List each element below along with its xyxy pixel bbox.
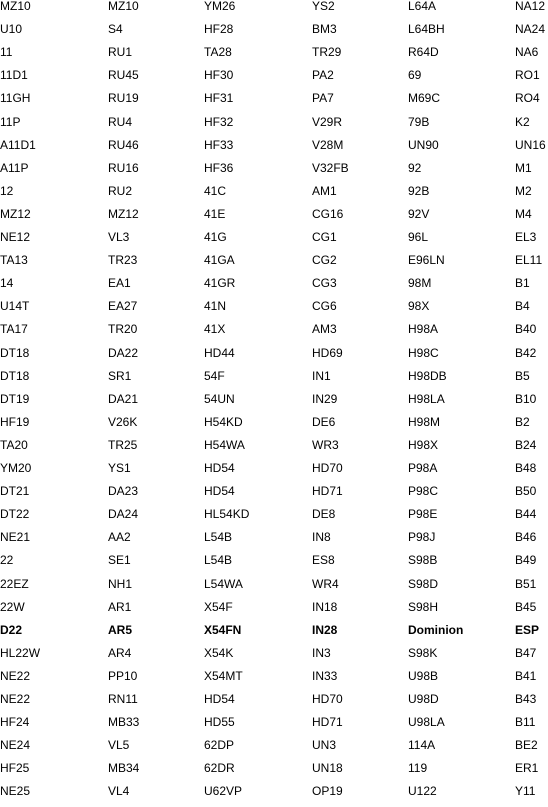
grid-cell: B43: [515, 692, 537, 706]
grid-cell: L64BH: [408, 22, 445, 37]
grid-cell: B24: [515, 437, 537, 452]
grid-cell: 41N: [204, 299, 227, 314]
grid-cell: 14: [0, 276, 14, 291]
grid-cell: 79B: [408, 114, 430, 129]
grid-cell: X54K: [204, 645, 234, 660]
grid-cell: AR1: [108, 599, 132, 614]
grid-cell: DT19: [0, 391, 30, 406]
grid-cell: H98DB: [408, 368, 447, 383]
grid-cell: DE6: [312, 414, 336, 429]
grid-cell: CG16: [312, 206, 344, 221]
grid-cell: NE12: [0, 230, 31, 244]
grid-cell: 11GH: [0, 91, 31, 106]
grid-cell: 22EZ: [0, 576, 29, 591]
grid-cell: NA12: [515, 0, 546, 13]
grid-cell: TR25: [108, 437, 138, 452]
grid-cell: HD44: [204, 345, 235, 360]
grid-cell: CG1: [312, 230, 337, 244]
grid-cell: P98C: [408, 484, 439, 499]
grid-cell: P98A: [408, 461, 438, 475]
grid-cell: TA13: [0, 253, 28, 268]
grid-cell: HD54: [204, 484, 235, 499]
grid-cell: U122: [408, 784, 437, 799]
grid-cell: L54WA: [204, 576, 243, 591]
grid-cell: CG2: [312, 253, 337, 268]
grid-cell: HD69: [312, 345, 343, 360]
grid-cell: 41X: [204, 322, 226, 337]
grid-cell: TR23: [108, 253, 138, 268]
grid-cell: HD54: [204, 692, 235, 706]
grid-cell: AM3: [312, 322, 337, 337]
grid-cell: M2: [515, 183, 532, 198]
grid-cell: V28M: [312, 137, 344, 152]
grid-cell: HD70: [312, 461, 343, 475]
grid-cell: UN18: [312, 761, 343, 776]
grid-cell: A11D1: [0, 137, 36, 152]
grid-cell: X54F: [204, 599, 233, 614]
grid-cell: DA22: [108, 345, 139, 360]
grid-cell: TA20: [0, 437, 28, 452]
grid-cell: P98E: [408, 507, 438, 522]
grid-cell: HF25: [0, 761, 30, 776]
grid-cell: H98A: [408, 322, 439, 337]
grid-cell: V29R: [312, 114, 343, 129]
grid-cell: M69C: [408, 91, 441, 106]
grid-cell: B40: [515, 322, 537, 337]
grid-cell: NE22: [0, 668, 31, 683]
grid-cell: TA17: [0, 322, 28, 337]
grid-cell: TR29: [312, 45, 342, 60]
grid-cell: E96LN: [408, 253, 445, 268]
grid-cell: S4: [108, 22, 123, 37]
grid-cell: UN90: [408, 137, 439, 152]
grid-cell: YM20: [0, 461, 32, 475]
grid-cell: 41GA: [204, 253, 235, 268]
grid-cell: NH1: [108, 576, 133, 591]
grid-cell: V32FB: [312, 160, 349, 175]
grid-cell: M4: [515, 206, 532, 221]
grid-cell: RU4: [108, 114, 133, 129]
grid-cell: DT22: [0, 507, 30, 522]
grid-cell: 62DP: [204, 738, 235, 753]
grid-cell: S98B: [408, 553, 438, 568]
grid-cell: YM26: [204, 0, 236, 13]
grid-cell: HF24: [0, 715, 30, 730]
grid-cell: IN28: [312, 622, 338, 637]
grid-cell: L54B: [204, 530, 233, 545]
grid-cell: YS2: [312, 0, 335, 13]
grid-cell: PA7: [312, 91, 334, 106]
grid-cell: IN29: [312, 391, 338, 406]
grid-cell: U14T: [0, 299, 30, 314]
grid-cell: WR3: [312, 437, 339, 452]
grid-cell: HD55: [204, 715, 235, 730]
grid-cell: UN3: [312, 738, 337, 753]
grid-cell: RU45: [108, 68, 139, 83]
grid-cell: IN18: [312, 599, 338, 614]
grid-cell: U10: [0, 22, 23, 37]
grid-cell: ER1: [515, 761, 539, 776]
grid-cell: K2: [515, 114, 530, 129]
grid-cell: OP19: [312, 784, 343, 799]
grid-cell: YS1: [108, 461, 131, 475]
grid-cell: 92B: [408, 183, 430, 198]
grid-cell: B1: [515, 276, 530, 291]
grid-cell: 41C: [204, 183, 227, 198]
grid-cell: B48: [515, 461, 537, 475]
grid-cell: B10: [515, 391, 537, 406]
grid-cell: NE22: [0, 692, 31, 706]
grid-cell: H98X: [408, 437, 439, 452]
grid-cell: NE24: [0, 738, 31, 753]
grid-cell: AR4: [108, 645, 132, 660]
grid-cell: 69: [408, 68, 422, 83]
grid-cell: NA6: [515, 45, 539, 60]
grid-cell: NE25: [0, 784, 31, 799]
grid-cell: MZ12: [108, 206, 139, 221]
grid-cell: L64A: [408, 0, 437, 13]
grid-cell: HF30: [204, 68, 234, 83]
grid-cell: B45: [515, 599, 537, 614]
grid-cell: 98X: [408, 299, 430, 314]
grid-cell: 96L: [408, 230, 429, 244]
grid-cell: IN33: [312, 668, 338, 683]
grid-cell: PA2: [312, 68, 334, 83]
grid-cell: VL4: [108, 784, 130, 799]
grid-cell: SE1: [108, 553, 131, 568]
grid-cell: H98M: [408, 414, 441, 429]
grid-cell: EL11: [515, 253, 543, 268]
grid-cell: RU19: [108, 91, 139, 106]
grid-cell: 22: [0, 553, 14, 568]
grid-cell: SR1: [108, 368, 132, 383]
grid-cell: VL3: [108, 230, 130, 244]
grid-cell: 11: [0, 45, 13, 60]
grid-cell: RU46: [108, 137, 139, 152]
grid-cell: MB34: [108, 761, 140, 776]
grid-cell: HL22W: [0, 645, 41, 660]
grid-cell: AM1: [312, 183, 337, 198]
grid-cell: HF31: [204, 91, 234, 106]
grid-cell: X54FN: [204, 622, 242, 637]
grid-cell: ESP: [515, 622, 540, 637]
grid-cell: L54B: [204, 553, 233, 568]
grid-cell: HF33: [204, 137, 234, 152]
grid-cell: B51: [515, 576, 537, 591]
grid-cell: DA24: [108, 507, 139, 522]
grid-cell: HF19: [0, 414, 30, 429]
grid-cell: MZ10: [0, 0, 31, 13]
grid-cell: Dominion: [408, 622, 464, 637]
grid-cell: 92V: [408, 206, 430, 221]
grid-cell: 12: [0, 183, 14, 198]
grid-cell: U98D: [408, 692, 439, 706]
grid-cell: HL54KD: [204, 507, 250, 522]
grid-cell: 119: [408, 761, 428, 776]
grid-cell: U98LA: [408, 715, 445, 730]
grid-cell: H98C: [408, 345, 439, 360]
grid-cell: B11: [515, 715, 536, 730]
grid-cell: B50: [515, 484, 537, 499]
grid-cell: DA23: [108, 484, 139, 499]
grid-cell: EL3: [515, 230, 537, 244]
grid-cell: IN3: [312, 645, 331, 660]
grid-cell: H98LA: [408, 391, 445, 406]
grid-cell: IN8: [312, 530, 331, 545]
grid-cell: 41GR: [204, 276, 236, 291]
grid-cell: EA27: [108, 299, 138, 314]
grid-cell: R64D: [408, 45, 439, 60]
grid-cell: A11P: [0, 160, 29, 175]
grid-cell: U62VP: [204, 784, 243, 799]
grid-cell: B4: [515, 299, 530, 314]
grid-cell: DT21: [0, 484, 30, 499]
grid-cell: 11P: [0, 114, 21, 129]
grid-cell: S98D: [408, 576, 439, 591]
grid-cell: MB33: [108, 715, 140, 730]
grid-cell: H54KD: [204, 414, 243, 429]
grid-cell: BE2: [515, 738, 538, 753]
grid-cell: HD54: [204, 461, 235, 475]
grid-cell: HD71: [312, 484, 343, 499]
grid-cell: HD70: [312, 692, 343, 706]
grid-cell: U98B: [408, 668, 439, 683]
grid-cell: D22: [0, 622, 23, 637]
grid-cell: B44: [515, 507, 537, 522]
grid-cell: P98J: [408, 530, 436, 545]
grid-cell: PP10: [108, 668, 138, 683]
grid-cell: CG6: [312, 299, 337, 314]
grid-cell: 114A: [408, 738, 436, 753]
grid-cell: EA1: [108, 276, 131, 291]
grid-cell: RU16: [108, 160, 139, 175]
grid-cell: B5: [515, 368, 530, 383]
grid-cell: DA21: [108, 391, 139, 406]
grid-cell: HF32: [204, 114, 234, 129]
grid-cell: 11D1: [0, 68, 28, 83]
grid-cell: VL5: [108, 738, 130, 753]
grid-cell: NA24: [515, 22, 546, 37]
grid-cell: B49: [515, 553, 537, 568]
grid-cell: RU2: [108, 183, 133, 198]
grid-cell: UN16: [515, 137, 546, 152]
grid-cell: RN11: [108, 692, 138, 706]
grid-cell: 92: [408, 160, 422, 175]
grid-cell: HD71: [312, 715, 343, 730]
grid-cell: AR5: [108, 622, 133, 637]
grid-cell: DT18: [0, 368, 30, 383]
grid-cell: RO1: [515, 68, 540, 83]
grid-cell: TA28: [204, 45, 232, 60]
grid-cell: X54MT: [204, 668, 243, 683]
grid-cell: 54F: [204, 368, 225, 383]
grid-cell: RO4: [515, 91, 540, 106]
grid-cell: S98K: [408, 645, 438, 660]
grid-cell: 98M: [408, 276, 432, 291]
grid-cell: H54WA: [204, 437, 245, 452]
grid-cell: Y11: [515, 784, 536, 799]
grid-cell: 41G: [204, 230, 227, 244]
grid-cell: B47: [515, 645, 537, 660]
grid-cell: ES8: [312, 553, 335, 568]
grid-cell: V26K: [108, 414, 138, 429]
grid-cell: RU1: [108, 45, 133, 60]
grid-cell: B2: [515, 414, 530, 429]
grid-cell: IN1: [312, 368, 331, 383]
grid-cell: AA2: [108, 530, 131, 545]
grid-cell: HF28: [204, 22, 234, 37]
grid-cell: B41: [515, 668, 537, 683]
grid-cell: 54UN: [204, 391, 235, 406]
grid-cell: WR4: [312, 576, 339, 591]
grid-cell: MZ10: [108, 0, 139, 13]
grid-cell: 41E: [204, 206, 226, 221]
grid-cell: BM3: [312, 22, 337, 37]
grid-cell: M1: [515, 160, 532, 175]
grid-cell: NE21: [0, 530, 31, 545]
grid-cell: B42: [515, 345, 537, 360]
grid-cell: B46: [515, 530, 537, 545]
grid-cell: 62DR: [204, 761, 235, 776]
grid-cell: CG3: [312, 276, 337, 291]
grid-cell: HF36: [204, 160, 234, 175]
grid-cell: DE8: [312, 507, 336, 522]
grid-cell: DT18: [0, 345, 30, 360]
grid-cell: S98H: [408, 599, 439, 614]
grid-cell: TR20: [108, 322, 138, 337]
grid-cell: MZ12: [0, 206, 31, 221]
grid-cell: 22W: [0, 599, 25, 614]
